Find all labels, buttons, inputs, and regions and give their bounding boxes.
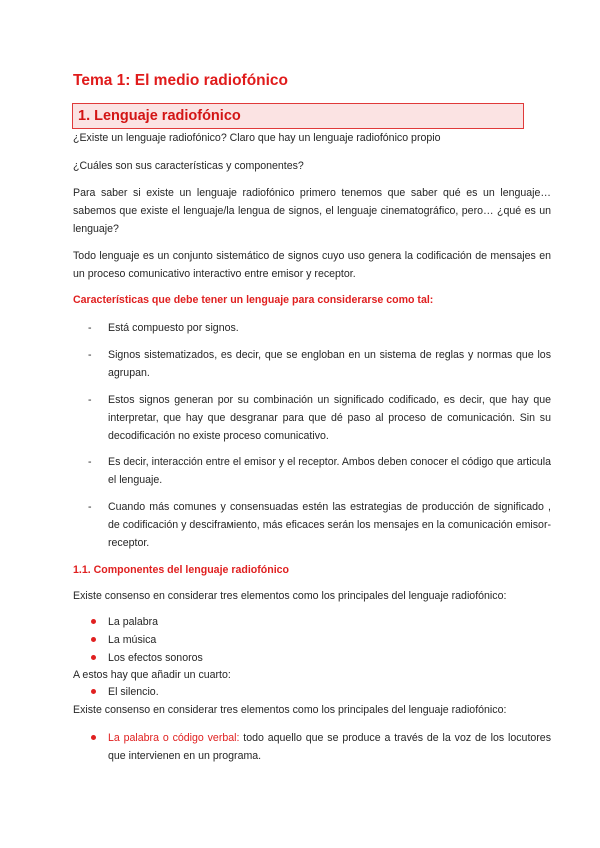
paragraph: Todo lenguaje es un conjunto sistemático de signos cuyo uso genera la codificación de mensajes en un proceso comunicativo interactivo entre emisor y receptor. <box>73 250 551 280</box>
characteristic-item: Estos signos generan por su combinación un significado codificado, es decir, que hay que interpretar, que hay que desgranar para que dé paso al proceso de comunicación. Sin su decodificación no existe proceso comunicativo. <box>108 394 551 442</box>
paragraph: ¿Cuáles son sus características y componentes? <box>73 160 304 172</box>
element-item: Los efectos sonoros <box>108 652 203 664</box>
dash-marker: - <box>88 456 92 468</box>
definition-term: La palabra o código verbal: <box>108 732 240 744</box>
paragraph: Existe consenso en considerar tres elementos como los principales del lenguaje radiofónico: <box>73 704 507 716</box>
definition-text: todo aquello que se produce a través de la voz de los locutores que intervienen en un programa. <box>108 732 551 762</box>
characteristic-item: Es decir, interacción entre el emisor y el receptor. Ambos deben conocer el código que articula el lenguaje. <box>108 456 551 486</box>
document-title: Tema 1: El medio radiofónico <box>73 72 289 89</box>
dash-marker: - <box>88 394 92 406</box>
paragraph: A estos hay que añadir un cuarto: <box>73 669 231 681</box>
definition-item <box>108 729 551 765</box>
dash-marker: - <box>88 322 92 334</box>
paragraph: Para saber si existe un lenguaje radiofónico primero tenemos que saber qué es un lenguaje… sabemos que existe el lenguaje/la lengua de signos, el lenguaje cinematográfico, pero… ¿qué es un lenguaje? <box>73 187 551 235</box>
subsection-heading: 1.1. Componentes del lenguaje radiofónico <box>73 564 290 576</box>
element-item: La música <box>108 634 157 646</box>
bullet-icon <box>91 655 96 660</box>
characteristics-heading: Características que debe tener un lenguaje para considerarse como tal: <box>73 294 434 306</box>
element-item: La palabra <box>108 616 159 628</box>
bullet-icon <box>91 637 96 642</box>
section-heading-box <box>72 103 524 129</box>
section-heading: 1. Lenguaje radiofónico <box>78 108 241 124</box>
characteristic-item: Signos sistematizados, es decir, que se engloban en un sistema de reglas y normas que los agrupan. <box>108 349 551 379</box>
paragraph: Existe consenso en considerar tres elementos como los principales del lenguaje radiofónico: <box>73 590 507 602</box>
bullet-icon <box>91 619 96 624</box>
dash-marker: - <box>88 501 92 513</box>
characteristic-item: Cuando más comunes y consensuadas estén las estrategias de producción de significado , de codificación y descifrамiento, más eficaces serán los mensajes en la comunicación emisor-receptor. <box>108 501 551 549</box>
bullet-icon <box>91 735 96 740</box>
characteristic-item: Está compuesto por signos. <box>108 322 239 334</box>
bullet-icon <box>91 689 96 694</box>
element-item: El silencio. <box>108 686 159 698</box>
dash-marker: - <box>88 349 92 361</box>
paragraph: ¿Existe un lenguaje radiofónico? Claro que hay un lenguaje radiofónico propio <box>73 132 441 144</box>
